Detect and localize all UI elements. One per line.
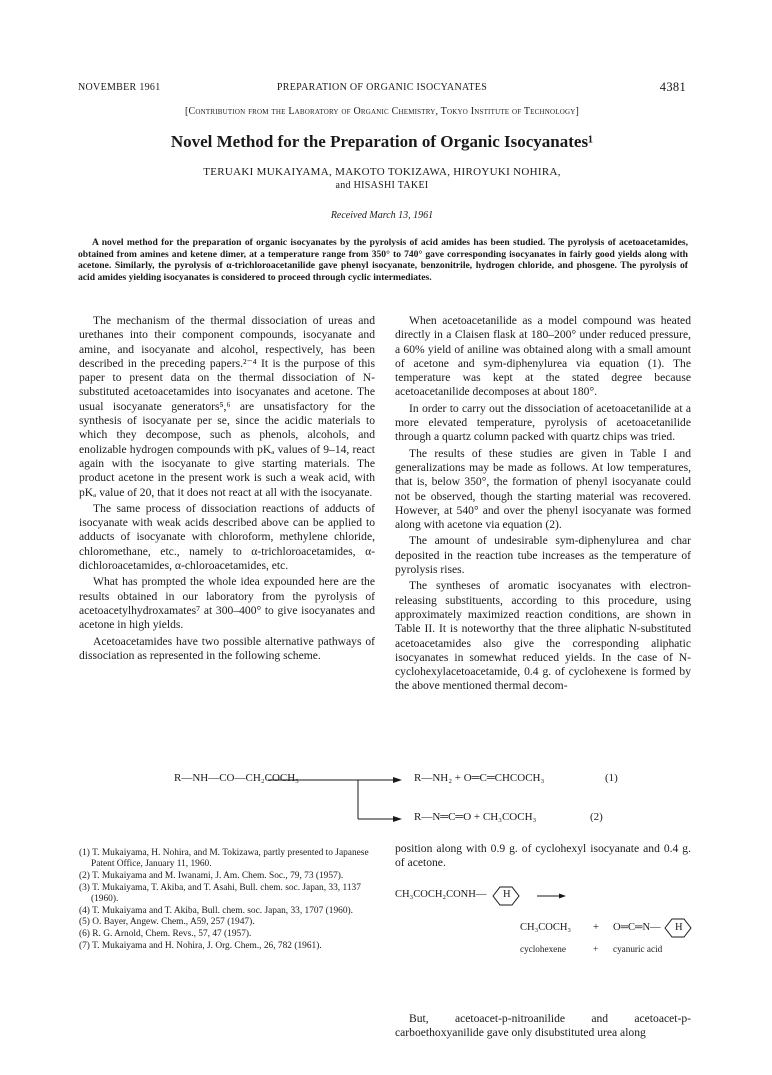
right-paragraph: The amount of undesirable sym-diphenylurea and char deposited in the reaction tube increases as the temperature of pyrolysis rises.: [395, 534, 691, 577]
side-product-cyanuric-acid: cyanuric acid: [613, 944, 663, 954]
running-head: [78, 82, 686, 96]
ring-label: H: [503, 889, 511, 900]
footnote: (5) O. Bayer, Angew. Chem., A59, 257 (1947).: [79, 917, 255, 928]
page-number: 4381: [659, 80, 686, 94]
left-paragraph: The mechanism of the thermal dissociation of ureas and urethanes into their component compounds, isocyanate and amine, and isocyanate and alcohol, respectively, has been described in the preceding papers.²⁻⁴ It is the purpose of this paper to present data on the thermal dissociation of N-substituted acetoacetamides into isocyanates and acetone. The usual isocyanate generators⁵,⁶ are unsatisfactory for the synthesis of isocyanate per se, since the acidic materials to which they decompose, such as phenols, alcohols, and enolizable hydrogen compounds with pKₐ values of 9–14, react again with the isocyanate to give starting materials. The product acetone in the present work is such a weak acid, with pKₐ value of 20, that it does not react at all with the isocyanate.: [79, 314, 375, 499]
right-continuation: position along with 0.9 g. of cyclohexyl isocyanate and 0.4 g. of acetone.: [395, 842, 691, 870]
reactant-formula: CH₃COCH₂CONH—: [395, 889, 487, 900]
equation-label-2: (2): [590, 811, 603, 823]
reaction-arrow-head: [559, 894, 566, 899]
right-paragraph: The results of these studies are given in Table I and generalizations may be made as follows. At low temperatures, that is, below 350°, the formation of phenyl isocyanate could not be observed, though the starting material was recovered. However, at 540° and over the phenyl isocyanate was formed along with acetone via equation (2).: [395, 446, 691, 532]
left-paragraph: Acetoacetamides have two possible alternative pathways of dissociation as represented in the following scheme.: [79, 634, 375, 662]
footnote: (2) T. Mukaiyama and M. Iwanami, J. Am. Chem. Soc., 79, 73 (1957).: [79, 870, 344, 881]
left-paragraph: The same process of dissociation reactions of adducts of isocyanate with weak acids described above can be applied to adducts of isocyanate with chloroform, methylene chloride, chloromethane, etc., namely to α-trichloroacetamides, α-dichloroacetamides, α-chloroacetamides, etc.: [79, 501, 375, 573]
reaction-scheme: [78, 765, 698, 835]
right-column: [395, 314, 691, 694]
received-date: Received March 13, 1961: [330, 210, 434, 221]
ring-label: H: [675, 922, 683, 933]
arrow-head-1: [393, 777, 402, 783]
scheme-product-1: R—NH₂ + O═C═CHCOCH₃: [414, 772, 545, 784]
side-plus-sign: +: [593, 944, 599, 954]
equation-label-1: (1): [605, 772, 618, 784]
right-final-paragraph: But, acetoacet-p-nitroanilide and acetoacet-p-carboethoxyanilide gave only disubstituted urea along: [395, 1012, 691, 1040]
side-product-cyclohexene: cyclohexene: [520, 944, 566, 954]
footnote: (6) R. G. Arnold, Chem. Revs., 57, 47 (1957).: [79, 928, 252, 939]
author-list: [78, 166, 686, 192]
header-date: NOVEMBER 1961: [78, 82, 161, 93]
footnote: (3) T. Mukaiyama, T. Akiba, and T. Asahi, Bull. chem. soc. Japan, 33, 1137 (1960).: [79, 882, 361, 904]
acetone-formula: CH₃COCH₃: [520, 922, 572, 933]
footnotes: [79, 848, 379, 952]
scheme-reactant: R—NH—CO—CH₂COCH₃: [174, 772, 300, 784]
paper-title: Novel Method for the Preparation of Organic Isocyanates¹: [170, 132, 594, 151]
authors-line-2: and HISASHI TAKEI: [335, 180, 429, 191]
isocyanate-formula: O═C═N—: [613, 922, 661, 933]
cyclohexyl-reaction: [395, 880, 695, 960]
left-paragraph: What has prompted the whole idea expounded here are the results obtained in our laboratory from the pyrolysis of acetoacetylhydroxamates⁷ at 300–400° to give isocyanates and acetone in high yields.: [79, 575, 375, 632]
footnote: (7) T. Mukaiyama and H. Nohira, J. Org. Chem., 26, 782 (1961).: [79, 940, 322, 951]
right-paragraph: The syntheses of aromatic isocyanates with electron-releasing substituents, according to this procedure, using approximately maximized reaction conditions, are shown in Table II. It is noteworthy that the three aliphatic N-substituted acetoacetamides also give the corresponding aliphatic isocyanates in somewhat reduced yields. In the case of N-cyclohexylacetoacetamide, 0.4 g. of cyclohexene is formed by the above mentioned thermal decom-: [395, 579, 691, 693]
header-running-title: PREPARATION OF ORGANIC ISOCYANATES: [276, 82, 488, 93]
footnote: (1) T. Mukaiyama, H. Nohira, and M. Tokizawa, partly presented to Japanese Patent Office, January 11, 1960.: [79, 848, 369, 870]
left-column: [79, 314, 375, 663]
contribution-line: [Contribution from the Laboratory of Organic Chemistry, Tokyo Institute of Technology]: [184, 106, 580, 117]
footnote: (4) T. Mukaiyama and T. Akiba, Bull. chem. soc. Japan, 33, 1707 (1960).: [79, 905, 353, 916]
right-paragraph: In order to carry out the dissociation of acetoacetanilide at a more elevated temperature, pyrolysis of acetoacetanilide through a quartz column packed with quartz chips was tried.: [395, 401, 691, 444]
arrow-head-2: [393, 816, 402, 822]
scheme-product-2: R—N═C═O + CH₃COCH₃: [414, 811, 537, 823]
abstract: A novel method for the preparation of organic isocyanates by the pyrolysis of acid amides has been studied. The pyrolysis of acetoacetamides, obtained from amines and ketene dimer, at a temperature range from 350° to 740° gave corresponding isocyanates in fairly good yields along with acetone. Similarly, the pyrolysis of α-trichloroacetanilide gave phenyl isocyanate, benzonitrile, hydrogen chloride, and phosgene. The pyrolysis of acid amides yielding isocyanates is considered to proceed through cyclic intermediates.: [78, 237, 688, 283]
authors-line-1: TERUAKI MUKAIYAMA, MAKOTO TOKIZAWA, HIROYUKI NOHIRA,: [203, 166, 561, 178]
plus-sign: +: [593, 922, 599, 933]
right-paragraph: When acetoacetanilide as a model compound was heated directly in a Claisen flask at 180–200° under reduced pressure, a 60% yield of aniline was obtained along with a small amount of acetone and sym-diphenylurea via equation (1). The temperature was kept at the stated degree because acetoacetanilide decomposes at about 180°.: [395, 314, 691, 399]
